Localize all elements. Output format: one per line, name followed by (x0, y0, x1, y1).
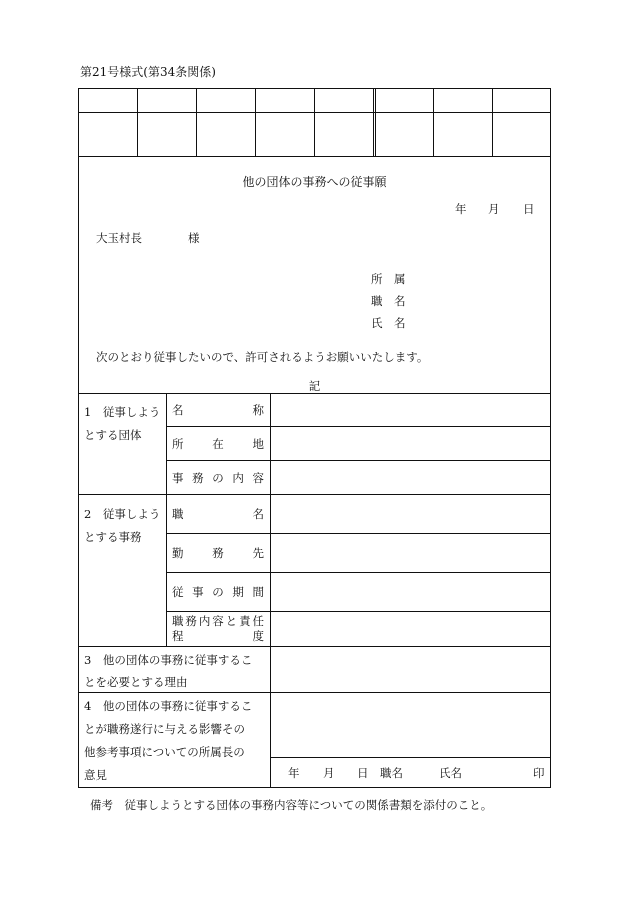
stamp-grid-divider (255, 88, 256, 157)
section4-line2: とが職務遂行に与える影響その (84, 722, 245, 736)
addressee-honorific: 様 (188, 231, 200, 245)
addressee-name: 大玉村長 (96, 231, 142, 245)
section2-heading-line1: 2 従事しよう (84, 507, 161, 521)
section2-label-position: 職 名 (172, 507, 264, 521)
section-divider (78, 646, 551, 647)
section1-heading-line1: 1 従事しよう (84, 405, 161, 419)
section3-line1: 3 他の団体の事務に従事するこ (84, 653, 253, 667)
sig-position-label: 職名 (380, 766, 403, 780)
section2-label-period: 従 事 の 期 間 (172, 585, 264, 599)
heading-column-divider (166, 393, 167, 646)
name-label-2: 名 (394, 316, 406, 330)
sig-name-label: 氏名 (439, 766, 462, 780)
name-label-1: 氏 (371, 316, 383, 330)
section1-label-address: 所 在 地 (172, 437, 264, 451)
row-divider (166, 460, 551, 461)
section2-label-workplace: 勤 務 先 (172, 546, 264, 560)
position-label-2: 名 (394, 294, 406, 308)
section-divider (78, 494, 551, 495)
affiliation-label-1: 所 (371, 272, 383, 286)
stamp-grid-divider (196, 88, 197, 157)
form-title: 他の団体の事務への従事願 (242, 175, 387, 189)
sig-day-label: 日 (357, 766, 369, 780)
row-divider (166, 533, 551, 534)
form-number: 第21号様式(第34条関係) (80, 65, 216, 79)
row-divider (166, 426, 551, 427)
section1-heading-line2: とする団体 (84, 428, 142, 442)
application-frame (78, 156, 551, 788)
section4-line3: 他参考事項についての所属長の (84, 745, 245, 759)
signature-line (270, 757, 551, 758)
section2-label-duties-line2: 程 度 (172, 629, 264, 643)
stamp-grid-divider (492, 88, 493, 157)
sig-month-label: 月 (323, 766, 335, 780)
date-year-label: 年 (455, 202, 467, 216)
row-divider (166, 611, 551, 612)
section4-line4: 意見 (84, 768, 107, 782)
affiliation-label-2: 属 (394, 272, 406, 286)
stamp-grid-divider (433, 88, 434, 157)
position-label-1: 職 (371, 294, 383, 308)
sig-year-label: 年 (288, 766, 300, 780)
stamp-grid-divider (314, 88, 315, 157)
date-day-label: 日 (523, 202, 535, 216)
section-divider (78, 692, 551, 693)
stamp-grid-divider (375, 88, 376, 157)
request-text: 次のとおり従事したいので、許可されるようお願いいたします。 (96, 350, 429, 364)
section3-line2: とを必要とする理由 (84, 675, 188, 689)
section1-label-name: 名 称 (172, 403, 264, 417)
section1-label-work-content: 事 務 の 内 容 (172, 471, 264, 485)
section2-heading-line2: とする事務 (84, 530, 142, 544)
row-divider (166, 572, 551, 573)
table-top-line (78, 393, 551, 394)
section4-line1: 4 他の団体の事務に従事するこ (84, 699, 253, 713)
seal-mark: 印 (533, 766, 545, 780)
section2-label-duties-line1: 職務内容と責任 (172, 614, 264, 628)
remarks: 備考 従事しようとする団体の事務内容等についての関係書類を添付のこと。 (90, 798, 493, 812)
date-month-label: 月 (488, 202, 500, 216)
stamp-grid-divider (373, 88, 374, 157)
stamp-grid-divider (137, 88, 138, 157)
label-column-divider (270, 393, 271, 788)
ki-mark: 記 (308, 379, 321, 393)
